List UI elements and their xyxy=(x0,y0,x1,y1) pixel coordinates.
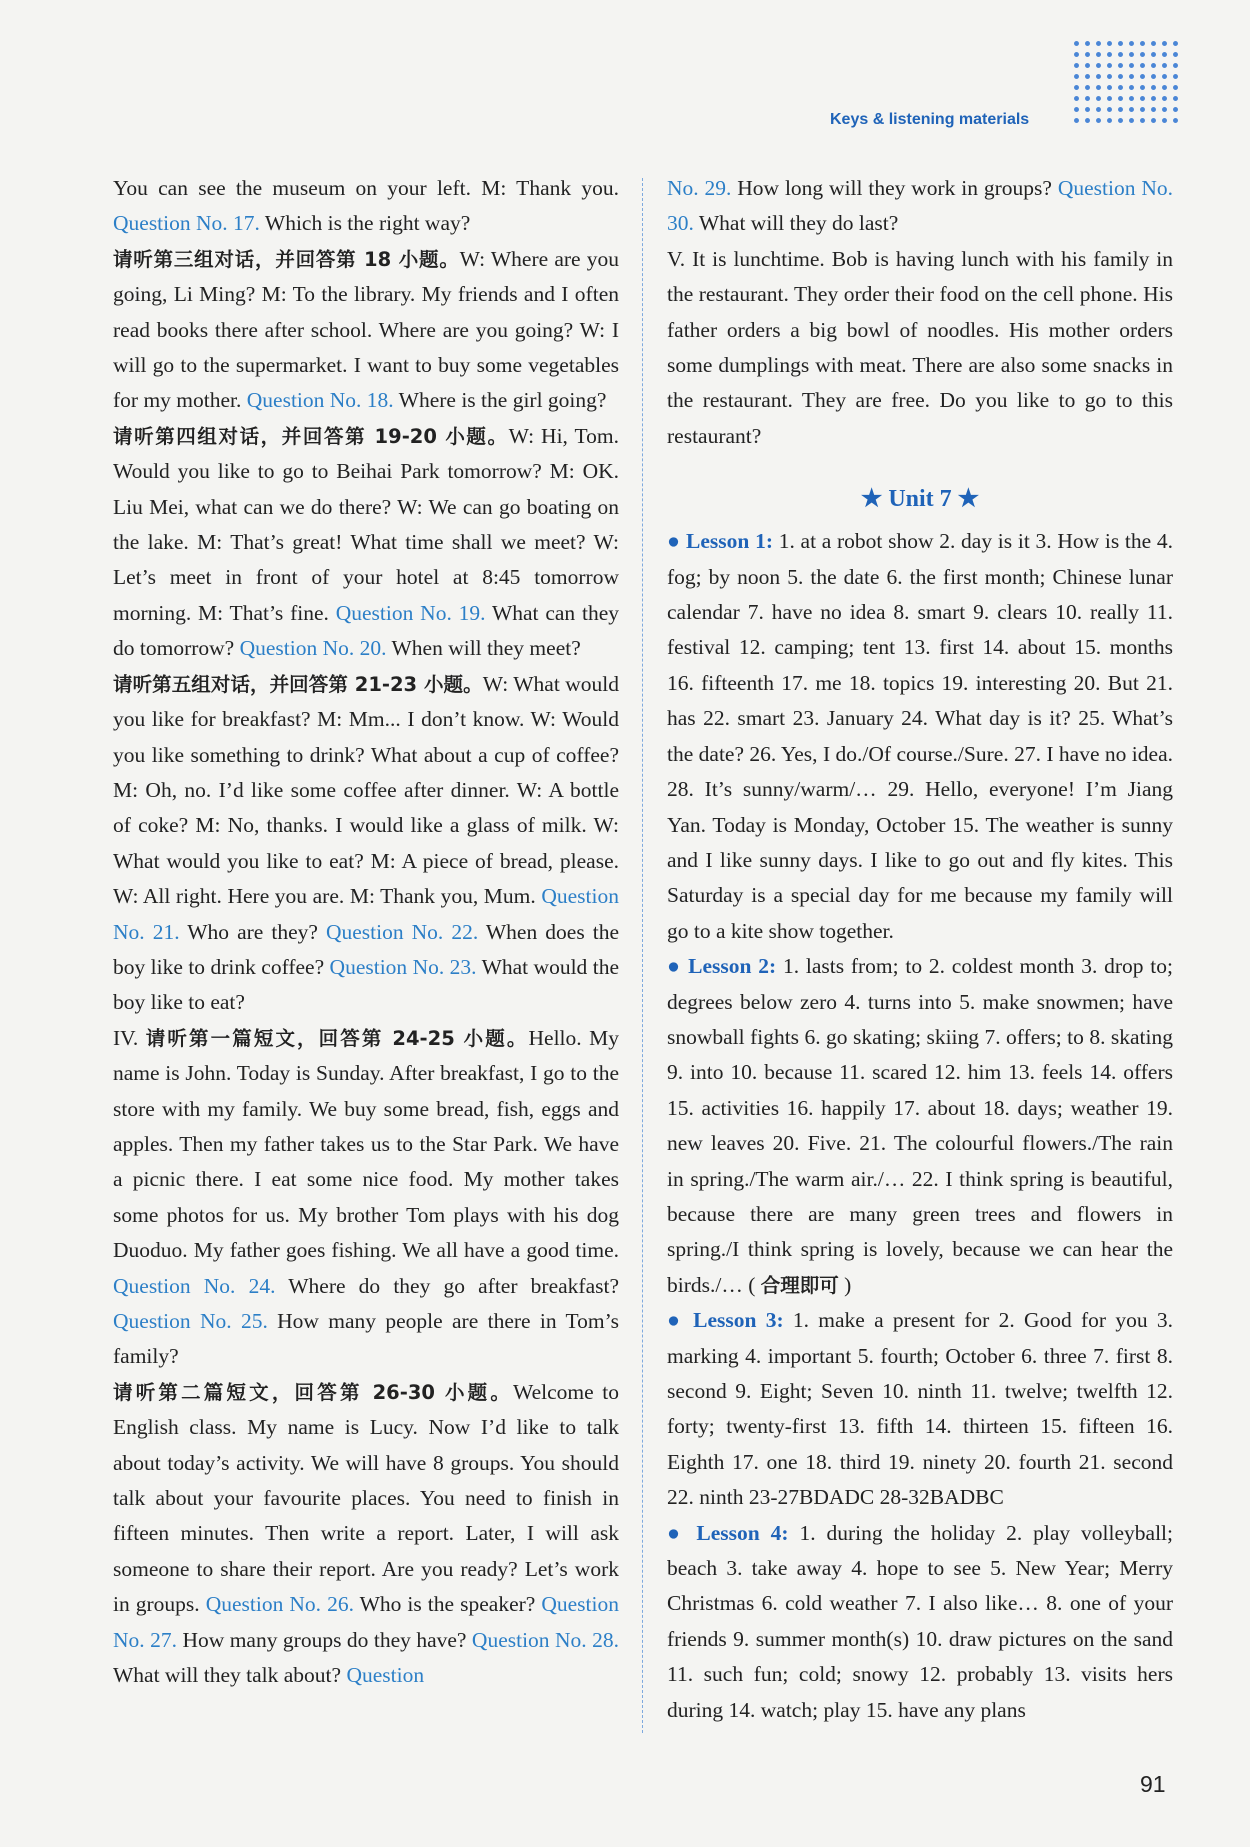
instruction-cn: 请听第一篇短文，回答第 24-25 小题。 xyxy=(145,1026,529,1050)
lesson-label: Lesson 1: xyxy=(686,529,773,554)
right-column xyxy=(667,171,1173,1728)
paragraph: IV. 请听第一篇短文，回答第 24-25 小题。Hello. My name is John. Today is Sunday. After breakfast, I go to the store with my family. We buy some bread, fish, eggs and apples. Then my father takes us to the Star Park. We have a picnic there. I eat some nice food. My mother takes some photos for us. My brother Tom plays with his dog Duoduo. My father goes fishing. We all have a good time. Question No. 24. Where do they go after breakfast? Question No. 25. How many people are there in Tom’s family? xyxy=(113,1025,619,1369)
lesson-label: Lesson 2: xyxy=(688,954,777,979)
bullet-icon: ● xyxy=(667,529,681,554)
bullet-icon: ● xyxy=(667,1308,684,1333)
paragraph: 请听第四组对话，并回答第 19-20 小题。W: Hi, Tom. Would you like to go to Beihai Park tomorrow? M: OK. Liu Mei, what can we do there? W: We can go boating on the lake. M: That’s great! What time shall we meet? W: Let’s meet in front of your hotel at 8:45 tomorrow morning. M: That’s fine. Question No. 19. What can they do tomorrow? Question No. 20. When will they meet? xyxy=(113,423,619,661)
lesson-answers: ● Lesson 4: 1. during the holiday 2. play volleyball; beach 3. take away 4. hope to see 5. New Year; Merry Christmas 6. cold weather 7. I also like… 8. one of your friends 9. summer month(s) 10. draw pictures on the sand 11. such fun; cold; snowy 12. probably 13. visits hers during 14. watch; play 15. have any plans xyxy=(667,1520,1173,1722)
instruction-cn: 请听第五组对话，并回答第 21-23 小题。 xyxy=(113,672,483,696)
section-label: Keys & listening materials xyxy=(830,111,1030,128)
lesson-label: Lesson 4: xyxy=(696,1520,789,1545)
dot-grid-icon xyxy=(1071,38,1181,128)
lesson-answers: ● Lesson 3: 1. make a present for 2. Good for you 3. marking 4. important 5. fourth; October 6. three 7. first 8. second 9. Eight; Seven 10. ninth 11. twelve; twelfth 12. forty; twenty-first 13. fifth 14. thirteen 15. fifteen 16. Eighth 17. one 18. third 19. ninety 20. fourth 21. second 22. ninth 23-27BDADC 28-32BADBC xyxy=(667,1308,1173,1510)
question-label: Question No. 24. xyxy=(113,1273,276,1298)
question-label: No. 29. xyxy=(667,176,732,200)
question-label: Question No. 27. xyxy=(113,1592,619,1652)
question-label: Question No. 21. xyxy=(113,884,619,944)
question-label: Question xyxy=(346,1663,425,1688)
lesson-label: Lesson 3: xyxy=(693,1308,784,1333)
unit-title: ★ Unit 7 ★ xyxy=(860,486,980,513)
question-label: Question No. 23. xyxy=(329,954,477,979)
question-label: Question No. 30. xyxy=(667,176,1173,236)
question-label: Question No. 22. xyxy=(325,919,479,944)
instruction-cn: 请听第二篇短文，回答第 26-30 小题。 xyxy=(113,1380,514,1404)
question-label: Question No. 19. xyxy=(335,600,486,625)
question-label: Question No. 18. xyxy=(246,388,394,413)
question-label: Question No. 17. xyxy=(113,211,260,236)
instruction-cn: 请听第四组对话，并回答第 19-20 小题。 xyxy=(113,424,509,448)
column-divider xyxy=(642,178,643,1733)
instruction-cn: 请听第三组对话，并回答第 18 小题。 xyxy=(113,247,460,271)
paragraph: 请听第五组对话，并回答第 21-23 小题。W: What would you like for breakfast? M: Mm... I don’t know. W: Would you like something to drink? What about a cup of coffee? M: Oh, no. I’d like some coffee after dinner. W: A bottle of coke? M: No, thanks. I would like a glass of milk. W: What would you like to eat? M: A piece of bread, please. W: All right. Here you are. M: Thank you, Mum. Question No. 21. Who are they? Question No. 22. When does the boy like to drink coffee? Question No. 23. What would the boy like to eat? xyxy=(113,671,619,1015)
question-label: Question No. 28. xyxy=(471,1627,619,1652)
paragraph: V. It is lunchtime. Bob is having lunch with his family in the restaurant. They order their food on the cell phone. His father orders a big bowl of noodles. His mother orders some dumplings with meat. There are also some snacks in the restaurant. They are free. Do you like to go to this restaurant? xyxy=(667,246,1173,448)
paragraph: 请听第三组对话，并回答第 18 小题。W: Where are you going, Li Ming? M: To the library. My friends and I often read books there after school. Where are you going? W: I will go to the supermarket. I want to buy some vegetables for my mother. Question No. 18. Where is the girl going? xyxy=(113,246,619,413)
page-number: 91 xyxy=(1140,1771,1166,1797)
bullet-icon: ● xyxy=(667,1520,686,1545)
left-column xyxy=(113,171,619,1693)
question-label: Question No. 20. xyxy=(239,636,387,661)
paragraph: You can see the museum on your left. M: Thank you. Question No. 17. Which is the right way? xyxy=(113,176,619,236)
lesson-answers: ● Lesson 1: 1. at a robot show 2. day is it 3. How is the 4. fog; by noon 5. the date 6. the first month; Chinese lunar calendar 7. have no idea 8. smart 9. clears 10. really 11. festival 12. camping; tent 13. first 14. about 15. months 16. fifteenth 17. me 18. topics 19. interesting 20. But 21. has 22. smart 23. January 24. What day is it? 25. What’s the date? 26. Yes, I do./Of course./Sure. 27. I have no idea. 28. It’s sunny/warm/… 29. Hello, everyone! I’m Jiang Yan. Today is Monday, October 15. The weather is sunny and I like sunny days. I like to go out and fly kites. This Saturday is a special day for me because my family will go to a kite show together. xyxy=(667,529,1174,943)
paragraph: 请听第二篇短文，回答第 26-30 小题。Welcome to English class. My name is Lucy. Now I’d like to talk about today’s activity. We will have 8 groups. You should talk about your favourite places. You need to finish in fifteen minutes. Then write a report. Later, I will ask someone to share their report. Are you ready? Let’s work in groups. Question No. 26. Who is the speaker? Question No. 27. How many groups do they have? Question No. 28. What will they talk about? Question xyxy=(113,1379,619,1688)
question-label: Question No. 26. xyxy=(205,1592,354,1617)
question-label: Question No. 25. xyxy=(113,1309,268,1333)
bullet-icon: ● xyxy=(667,954,682,979)
paragraph: No. 29. How long will they work in groups? Question No. 30. What will they do last? xyxy=(667,176,1173,236)
lesson-answers: ● Lesson 2: 1. lasts from; to 2. coldest month 3. drop to; degrees below zero 4. turns into 5. make snowmen; have snowball fights 6. go skating; skiing 7. offers; to 8. skating 9. into 10. because 11. scared 12. him 13. feels 14. offers 15. activities 16. happily 17. about 18. days; weather 19. new leaves 20. Five. 21. The colourful flowers./The rain in spring./The warm air./… 22. I think spring is beautiful, because there are many green trees and flowers in spring./I think spring is lovely, because we can hear the birds./… ( 合理即可 ) xyxy=(667,954,1173,1297)
